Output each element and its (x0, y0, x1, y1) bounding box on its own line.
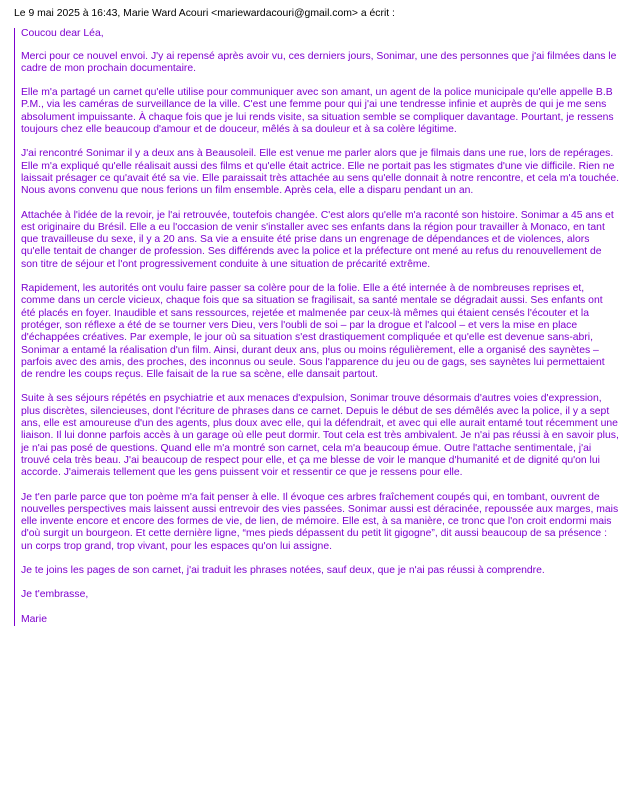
email-message (14, 8, 619, 638)
closing: Je t'embrasse, (21, 589, 89, 601)
email-reply-header: Le 9 mai 2025 à 16:43, Marie Ward Acouri <mariewardacouri@gmail.com> a écrit : (14, 8, 395, 19)
quoted-message (14, 28, 619, 626)
paragraph: Je t'en parle parce que ton poème m'a fait penser à elle. Il évoque ces arbres fraîchement coupés qui, en tombant, ouvrent de nouvelles perspectives mais laissent aussi entrevoir des vies passées. Sonimar aussi est déracinée, repoussée aux marges, mais elle invente encore et encore des formes de vie, de lien, de mémoire. Elle est, à sa manière, ce tronc que l'on croit endormi mais d'où surgit un bourgeon. Et cette dernière ligne, “mes pieds dépassent du petit lit gigogne”, dit aussi beaucoup de sa présence : un corps trop grand, trop vivant, pour les espaces qu'on lui assigne. (21, 491, 619, 552)
paragraph: Elle m'a partagé un carnet qu'elle utilise pour communiquer avec son amant, un agent de la police municipale qu'elle appelle B.B P.M., via les caméras de surveillance de la ville. C'est une femme pour qui j'ai une tendresse infinie et auprès de qui je me sens absolument impuissante. À chaque fois que je lui rends visite, sa situation semble se compliquer davantage. Pourtant, je ressens toujours chez elle beaucoup d'amour et de douceur, mêlés à sa douleur et à sa colère légitime. (21, 87, 614, 136)
paragraph: Merci pour ce nouvel envoi. J'y ai repensé après avoir vu, ces derniers jours, Sonimar, une des personnes que j'ai filmées dans le cadre de mon prochain documentaire. (21, 50, 617, 74)
paragraph: Je te joins les pages de son carnet, j'ai traduit les phrases notées, sauf deux, que je n'ai pas réussi à comprendre. (21, 564, 545, 576)
greeting: Coucou dear Léa, (21, 28, 104, 40)
signature: Marie (21, 613, 47, 625)
paragraph: J'ai rencontré Sonimar il y a deux ans à Beausoleil. Elle est venue me parler alors que je filmais dans une rue, lors de repérages. Elle m'a expliqué qu'elle réalisait aussi des films et qu'elle était actrice. Elle ne portait pas les stigmates d'une vie difficile. Rien ne laissait présager ce qu'avait été sa vie. Elle paraissait très attachée au sens qu'elle donnait à notre rencontre, et cela m'a touchée. Nous avons convenu que nous ferions un film ensemble. Après cela, elle a disparu pendant un an. (21, 148, 619, 197)
paragraph: Rapidement, les autorités ont voulu faire passer sa colère pour de la folie. Elle a été internée à de nombreuses reprises et, comme dans un cercle vicieux, chaque fois que sa situation se fragilisait, sa santé mentale se dégradait aussi. Ses enfants ont été placés en foyer. Inaudible et sans ressources, rejetée et malmenée par ceux-là mêmes qui étaient censés l'écouter et la protéger, son réflexe a été de se tourner vers Dieu, vers l'oubli de soi – par la drogue et l'alcool – et vers la mise en place d'échappées créatives. Par exemple, le jour où sa situation s'est drastiquement compliquée et qu'elle est devenue sans-abri, Sonimar a entamé la réalisation d'un film. Ainsi, durant deux ans, plus ou moins régulièrement, elle a organisé des saynètes – parfois avec des amis, des proches, des inconnus ou seule. Sous l'apparence du jeu ou de gags, ses saynètes lui permettaient de rendre les coups reçus. Elle faisait de la rue sa scène, elle dansait partout. (21, 283, 605, 381)
paragraph: Attachée à l'idée de la revoir, je l'ai retrouvée, toutefois changée. C'est alors qu'elle m'a raconté son histoire. Sonimar a 45 ans et est originaire du Brésil. Elle a eu l'occasion de venir s'installer avec ses enfants dans la région pour travailler à Monaco, en tant que travailleuse du sexe, il y a 20 ans. Sa vie a ensuite été prise dans un engrenage de dépendances et de violences, alors qu'elle tentait de changer de profession. Ses différends avec la police et la préfecture ont mené au refus du renouvellement de son titre de séjour et l'ont progressivement conduite à une situation de précarité extrême. (21, 209, 614, 270)
paragraph: Suite à ses séjours répétés en psychiatrie et aux menaces d'expulsion, Sonimar trouve désormais d'autres voies d'expression, plus discrètes, silencieuses, dont l'écriture de phrases dans ce carnet. Depuis le début de ses démêlés avec la police, il y a sept ans, elle est amoureuse d'un des agents, plus doux avec elle, qui la défendrait, et avec qui elle aurait entamé tout récemment une liaison. Il lui donne parfois accès à un garage où elle peut dormir. Tout cela est très ambivalent. Je n'ai pas réussi à en savoir plus, je n'ai pas posé de questions. Quand elle m'a montré son carnet, cela m'a beaucoup émue. Outre l'attache sentimentale, j'ai trouvé cela très beau. J'ai beaucoup de respect pour elle, et ça me blesse de voir le manque d'humanité et de dignité qu'on lui accorde. J'aimerais tellement que les gens puissent voir et ressentir ce que je ressens pour elle. (21, 393, 619, 479)
